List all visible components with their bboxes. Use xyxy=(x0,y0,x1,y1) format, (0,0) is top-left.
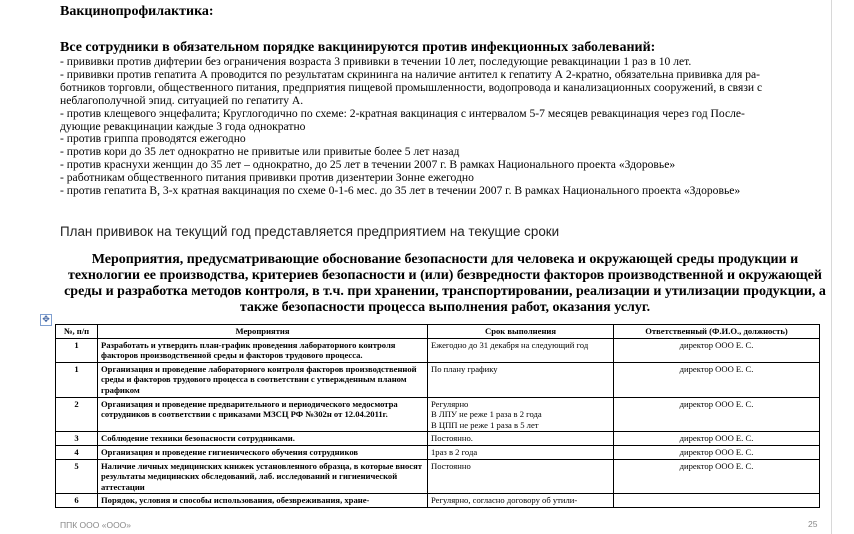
row-measure: Организация и проведение гигиенического обучения сотрудников xyxy=(98,445,428,459)
row-number: 1 xyxy=(56,338,98,362)
row-term: Регулярно, согласно договору об утили- xyxy=(428,494,614,508)
list-line: - прививки против гепатита А проводится по результатам скрининга на наличие антител к гепатиту А 2-кратно, обязательна прививка для ра- xyxy=(60,68,760,81)
row-responsible: директор ООО Е. С. xyxy=(614,432,820,446)
list-line: ботников торговли, общественного питания, предприятия пищевой промышленности, водопровода и канализационных сооружений, в связи с xyxy=(60,81,763,94)
list-line: - против гриппа проводятся ежегодно xyxy=(60,133,246,146)
right-margin-line xyxy=(831,0,832,534)
table-row xyxy=(56,338,820,362)
row-number: 3 xyxy=(56,432,98,446)
row-responsible: директор ООО Е. С. xyxy=(614,362,820,397)
list-line: - работникам общественного питания прививки против дизентерии Зонне ежегодно xyxy=(60,172,474,185)
table-row xyxy=(56,362,820,397)
row-responsible: директор ООО Е. С. xyxy=(614,397,820,432)
table-header-row xyxy=(56,325,820,339)
page-number: 25 xyxy=(808,519,818,529)
row-term: 1раз в 2 года xyxy=(428,445,614,459)
row-term: Ежегодно до 31 декабря на следующий год xyxy=(428,338,614,362)
row-responsible: директор ООО Е. С. xyxy=(614,338,820,362)
measures-table xyxy=(55,324,820,508)
row-number: 1 xyxy=(56,362,98,397)
row-measure: Организация и проведение предварительного и периодического медосмотра сотрудников в соответствии с приказами МЗСЦ РФ №302н от 12.04.2011г. xyxy=(98,397,428,432)
column-header-responsible: Ответственный (Ф.И.О., должность) xyxy=(614,325,820,339)
list-line: дующие ревакцинации каждые 3 года однократно xyxy=(60,120,306,133)
row-measure: Соблюдение техники безопасности сотрудниками. xyxy=(98,432,428,446)
list-line: - против кори до 35 лет однократно не привитые или привитые более 5 лет назад xyxy=(60,146,460,159)
list-line: - против краснухи женщин до 35 лет – однократно, до 25 лет в течении 2007 г. В рамках Национального проекта «Здоровье» xyxy=(60,159,676,172)
measures-title: Мероприятия, предусматривающие обоснование безопасности для человека и окружающей среды продукции и технологии ее производства, критериев безопасности и (или) безвредности факторов производственной и окружающей среды и разработка методов контроля, в т.ч. при хранении, транспортировании, реализации и утилизации продукции, а также безопасности процесса выполнения работ, оказания услуг. xyxy=(64,252,826,315)
row-number: 2 xyxy=(56,397,98,432)
table-move-handle-icon[interactable]: ✥ xyxy=(40,314,52,326)
row-responsible xyxy=(614,494,820,508)
row-measure: Разработать и утвердить план-график проведения лабораторного контроля факторов производственной среды и факторов трудового процесса. xyxy=(98,338,428,362)
row-term: Регулярно В ЛПУ не реже 1 раза в 2 года В ЦПП не реже 1 раза в 5 лет xyxy=(428,397,614,432)
table-row xyxy=(56,397,820,432)
row-number: 5 xyxy=(56,459,98,494)
row-responsible: директор ООО Е. С. xyxy=(614,445,820,459)
column-header-term: Срок выполнения xyxy=(428,325,614,339)
column-header-number: №, п/п xyxy=(56,325,98,339)
vaccination-list xyxy=(60,56,830,198)
list-line: - против клещевого энцефалита; Круглогодично по схеме: 2-кратная вакцинация с интервалом 5-7 месяцев ревакцинация через год После- xyxy=(60,107,745,120)
page-footer: ППК ООО «ООО» xyxy=(60,520,132,530)
row-term: По плану графику xyxy=(428,362,614,397)
row-measure: Организация и проведение лабораторного контроля факторов производственной среды и факторов трудового процесса в соответствии с утвержденным планом графиком xyxy=(98,362,428,397)
list-line: - против гепатита В, 3-х кратная вакцинация по схеме 0-1-6 мес. до 35 лет в течении 2007 г. В рамках Национального проекта «Здоровье» xyxy=(60,185,741,198)
section-subheading: Все сотрудники в обязательном порядке вакцинируются против инфекционных заболеваний: xyxy=(60,40,656,55)
row-term: Постоянно. xyxy=(428,432,614,446)
row-number: 4 xyxy=(56,445,98,459)
list-line: - прививки против дифтерии без ограничения возраста 3 прививки в течении 10 лет, последующие ревакцинации 1 раз в 10 лет. xyxy=(60,56,692,68)
table-row xyxy=(56,445,820,459)
column-header-measures: Мероприятия xyxy=(98,325,428,339)
row-measure: Порядок, условия и способы использования, обезвреживания, хране- xyxy=(98,494,428,508)
table-row xyxy=(56,494,820,508)
row-measure: Наличие личных медицинских книжек установленного образца, в которые вносят результаты медицинских обследований, лаб. исследований и гигиенической аттестации xyxy=(98,459,428,494)
table-row xyxy=(56,459,820,494)
row-term: Постоянно xyxy=(428,459,614,494)
row-responsible: директор ООО Е. С. xyxy=(614,459,820,494)
row-number: 6 xyxy=(56,494,98,508)
plan-paragraph: План прививок на текущий год представляется предприятием на текущие сроки xyxy=(60,224,560,239)
table-row xyxy=(56,432,820,446)
section-heading: Вакцинопрофилактика: xyxy=(60,4,214,19)
table-body xyxy=(56,338,820,507)
list-line: неблагополучной эпид. ситуацией по гепатиту А. xyxy=(60,94,304,107)
